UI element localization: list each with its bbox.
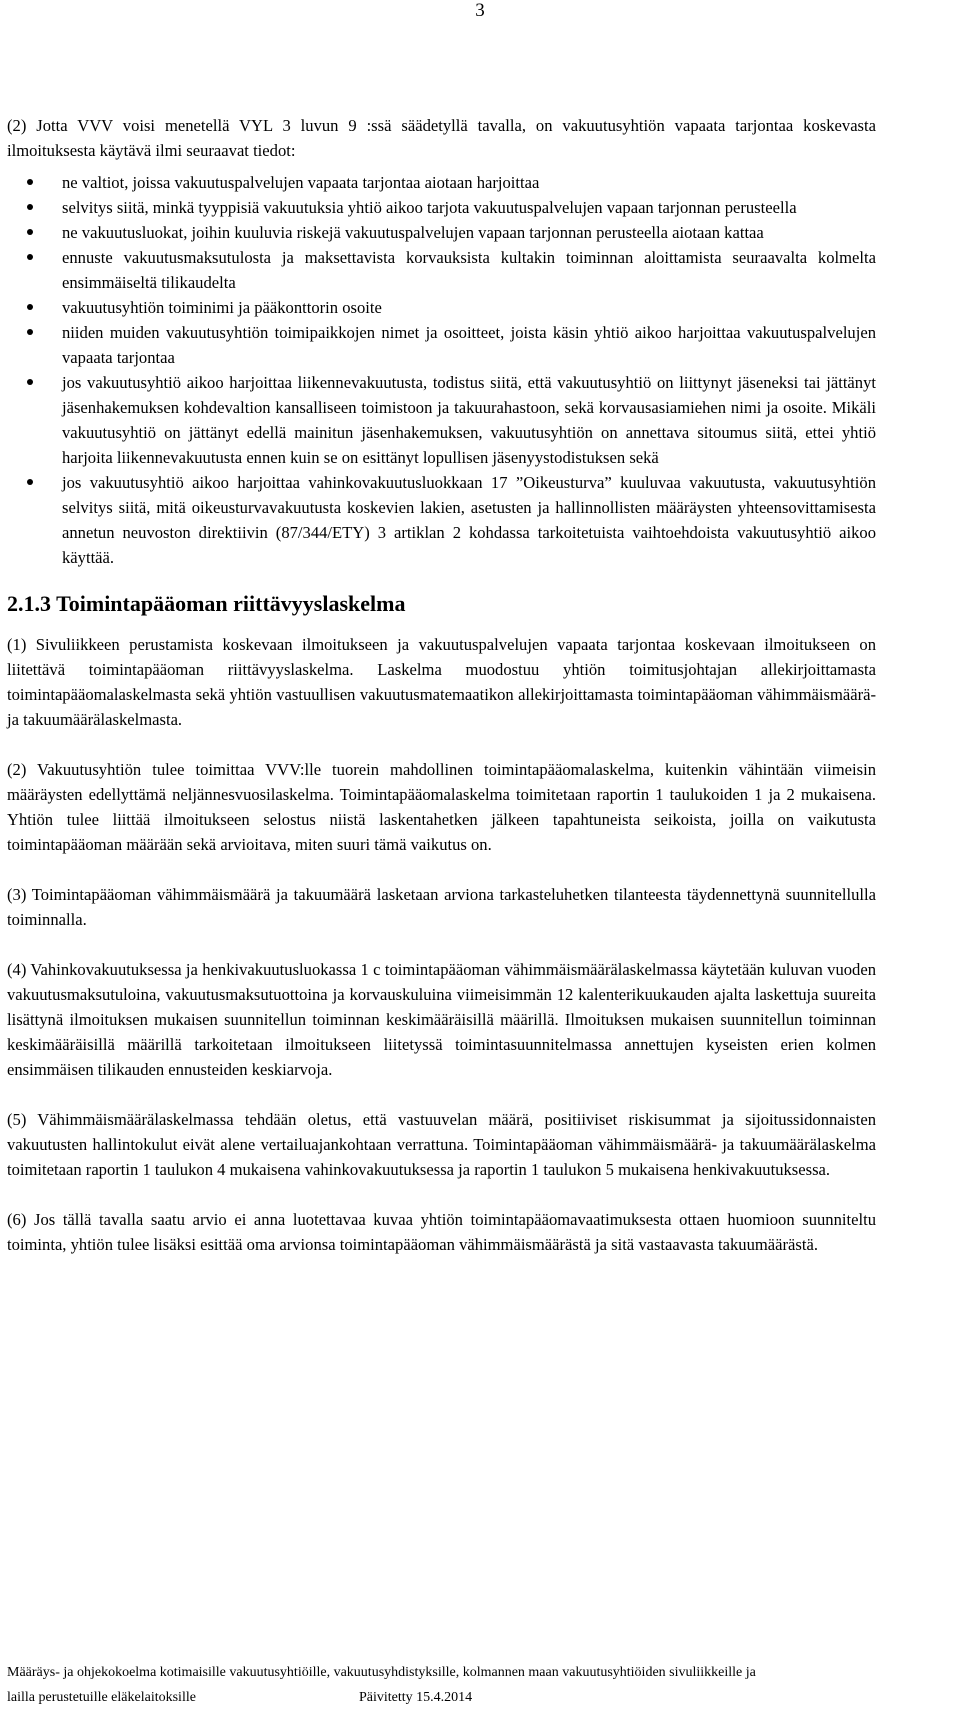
paragraph-5: (5) Vähimmäismäärälaskelmassa tehdään oletus, että vastuuvelan määrä, positiiviset riskisummat ja sijoitussidonnaisten vakuutusten hallintokulut eivät alene vertailuajankohtaan verrattuna. Toimintapääoman vähimmäismäärä- ja takuumäärälaskelma toimitetaan raportin 1 taulukon 4 mukaisena vahinkovakuutuksessa ja raportin 1 taulukon 5 mukaisena henkivakuutuksessa. [7, 1110, 876, 1179]
list-item [7, 195, 876, 220]
list-item-text: jos vakuutusyhtiö aikoo harjoittaa vahinkovakuutusluokkaan 17 ”Oikeusturva” kuuluvaa vakuutusta, vakuutusyhtiön selvitys siitä, mitä oikeusturvavakuutusta koskevien lakien, asetusten ja hallinnollisten määräysten yhteensovittamisesta annetun neuvoston direktiivin (87/344/ETY) 3 artiklan 2 kohdassa tarkoitetuista vaihtoehdoista vakuutusyhtiö aikoo käyttää. [62, 473, 876, 567]
list-item-text: ne valtiot, joissa vakuutuspalvelujen vapaata tarjontaa aiotaan harjoittaa [62, 173, 540, 192]
list-item [7, 245, 876, 295]
paragraph-4: (4) Vahinkovakuutuksessa ja henkivakuutusluokassa 1 c toimintapääoman vähimmäismäärälaskelmassa käytetään kuluvan vuoden vakuutusmaksutuloina, vakuutusmaksutuottoina ja korvauskuluina viimeisimmän 12 kalenterikuukauden ajalta laskettuja suureita lisättynä ilmoituksen mukaisen suunnitellun toiminnan keskimääräisillä määrillä. Ilmoituksen mukaisen suunnitellun toiminnan keskimääräisillä määrillä tarkoitetaan ilmoitukseen liitetyssä toimintasuunnitelmassa annettujen kyseisten erien kolmen ensimmäisen tilikauden ennusteiden keskiarvoja. [7, 960, 876, 1079]
page-footer [7, 1660, 882, 1710]
list-item [7, 370, 876, 470]
footer-updated-date: Päivitetty 15.4.2014 [359, 1690, 473, 1705]
section-heading: 2.1.3 Toimintapääoman riittävyyslaskelma [7, 591, 406, 616]
list-item [7, 295, 876, 320]
page-number: 3 [475, 0, 485, 21]
bullet-icon [27, 229, 33, 235]
footer-collection-title: Määräys- ja ohjekokoelma kotimaisille vakuutusyhtiöille, vakuutusyhdistyksille, kolmannen maan vakuutusyhtiöiden sivuliikkeille ja [7, 1665, 756, 1680]
requirements-list [7, 170, 876, 570]
list-item-text: niiden muiden vakuutusyhtiön toimipaikkojen nimet ja osoitteet, joista käsin yhtiö aikoo harjoittaa vakuutuspalvelujen vapaata tarjontaa [62, 323, 876, 367]
list-item [7, 220, 876, 245]
bullet-icon [27, 379, 33, 385]
bullet-icon [27, 479, 33, 485]
bullet-icon [27, 204, 33, 210]
list-item [7, 170, 876, 195]
list-item-text: selvitys siitä, minkä tyyppisiä vakuutuksia yhtiö aikoo tarjota vakuutuspalvelujen vapaan tarjonnan perusteella [62, 198, 797, 217]
list-item [7, 320, 876, 370]
paragraph-2: (2) Vakuutusyhtiön tulee toimittaa VVV:lle tuorein mahdollinen toimintapääomalaskelma, kuitenkin vähintään viimeisin määräysten edellyttämä neljännesvuosilaskelma. Toimintapääomalaskelma toimitetaan raportin 1 taulukoiden 1 ja 2 mukaisena. Yhtiön tulee liittää ilmoitukseen selostus niistä laskentahetken jälkeen tapahtuneista seikoista, joilla on vaikutusta toimintapääoman määrään sekä arvioitava, miten suuri tämä vaikutus on. [7, 760, 876, 854]
intro-paragraph: (2) Jotta VVV voisi menetellä VYL 3 luvun 9 :ssä säädetyllä tavalla, on vakuutusyhtiön vapaata tarjontaa koskevasta ilmoituksesta käytävä ilmi seuraavat tiedot: [7, 116, 876, 160]
paragraph-3: (3) Toimintapääoman vähimmäismäärä ja takuumäärä lasketaan arviona tarkasteluhetken tilanteesta täydennettynä suunnitellulla toiminnalla. [7, 885, 876, 929]
bullet-icon [27, 304, 33, 310]
document-body [7, 113, 876, 1282]
bullet-icon [27, 329, 33, 335]
list-item [7, 470, 876, 570]
paragraph-6: (6) Jos tällä tavalla saatu arvio ei anna luotettavaa kuvaa yhtiön toimintapääomavaatimuksesta ottaen huomioon suunniteltu toiminta, yhtiön tulee lisäksi esittää oma arvionsa toimintapääoman vähimmäismäärästä ja sitä vastaavasta takuumäärästä. [7, 1210, 876, 1254]
bullet-icon [27, 179, 33, 185]
list-item-text: ne vakuutusluokat, joihin kuuluvia riskejä vakuutuspalvelujen vapaan tarjonnan perusteella aiotaan kattaa [62, 223, 764, 242]
list-item-text: vakuutusyhtiön toiminimi ja pääkonttorin osoite [62, 298, 382, 317]
list-item-text: ennuste vakuutusmaksutulosta ja maksettavista korvauksista kultakin toiminnan aloittamista seuraavalta kolmelta ensimmäiseltä tilikaudelta [62, 248, 876, 292]
bullet-icon [27, 254, 33, 260]
list-item-text: jos vakuutusyhtiö aikoo harjoittaa liikennevakuutusta, todistus siitä, että vakuutusyhtiö on liittynyt jäseneksi tai jättänyt jäsenhakemuksen kohdevaltion kansalliseen toimistoon ja takuurahastoon, sekä korvausasiamiehen nimi ja osoite. Mikäli vakuutusyhtiö on jättänyt edellä mainitun jäsenhakemuksen, vakuutusyhtiön on annettava sitoumus siitä, ettei yhtiö harjoita liikennevakuutusta ennen kuin se on esittänyt lopullisen jäsenyystodistuksen sekä [62, 373, 876, 467]
paragraph-1: (1) Sivuliikkeen perustamista koskevaan ilmoitukseen ja vakuutuspalvelujen vapaata tarjontaa koskevaan ilmoitukseen on liitettävä toimintapääoman riittävyyslaskelma. Laskelma muodostuu yhtiön toimitusjohtajan allekirjoittamasta toimintapääomalaskelmasta sekä yhtiön vastuullisen vakuutusmatemaatikon allekirjoittamasta toimintapääoman vähimmäismäärä- ja takuumäärälaskelmasta. [7, 635, 876, 729]
footer-collection-title-cont: lailla perustetuille eläkelaitoksille [7, 1690, 196, 1705]
